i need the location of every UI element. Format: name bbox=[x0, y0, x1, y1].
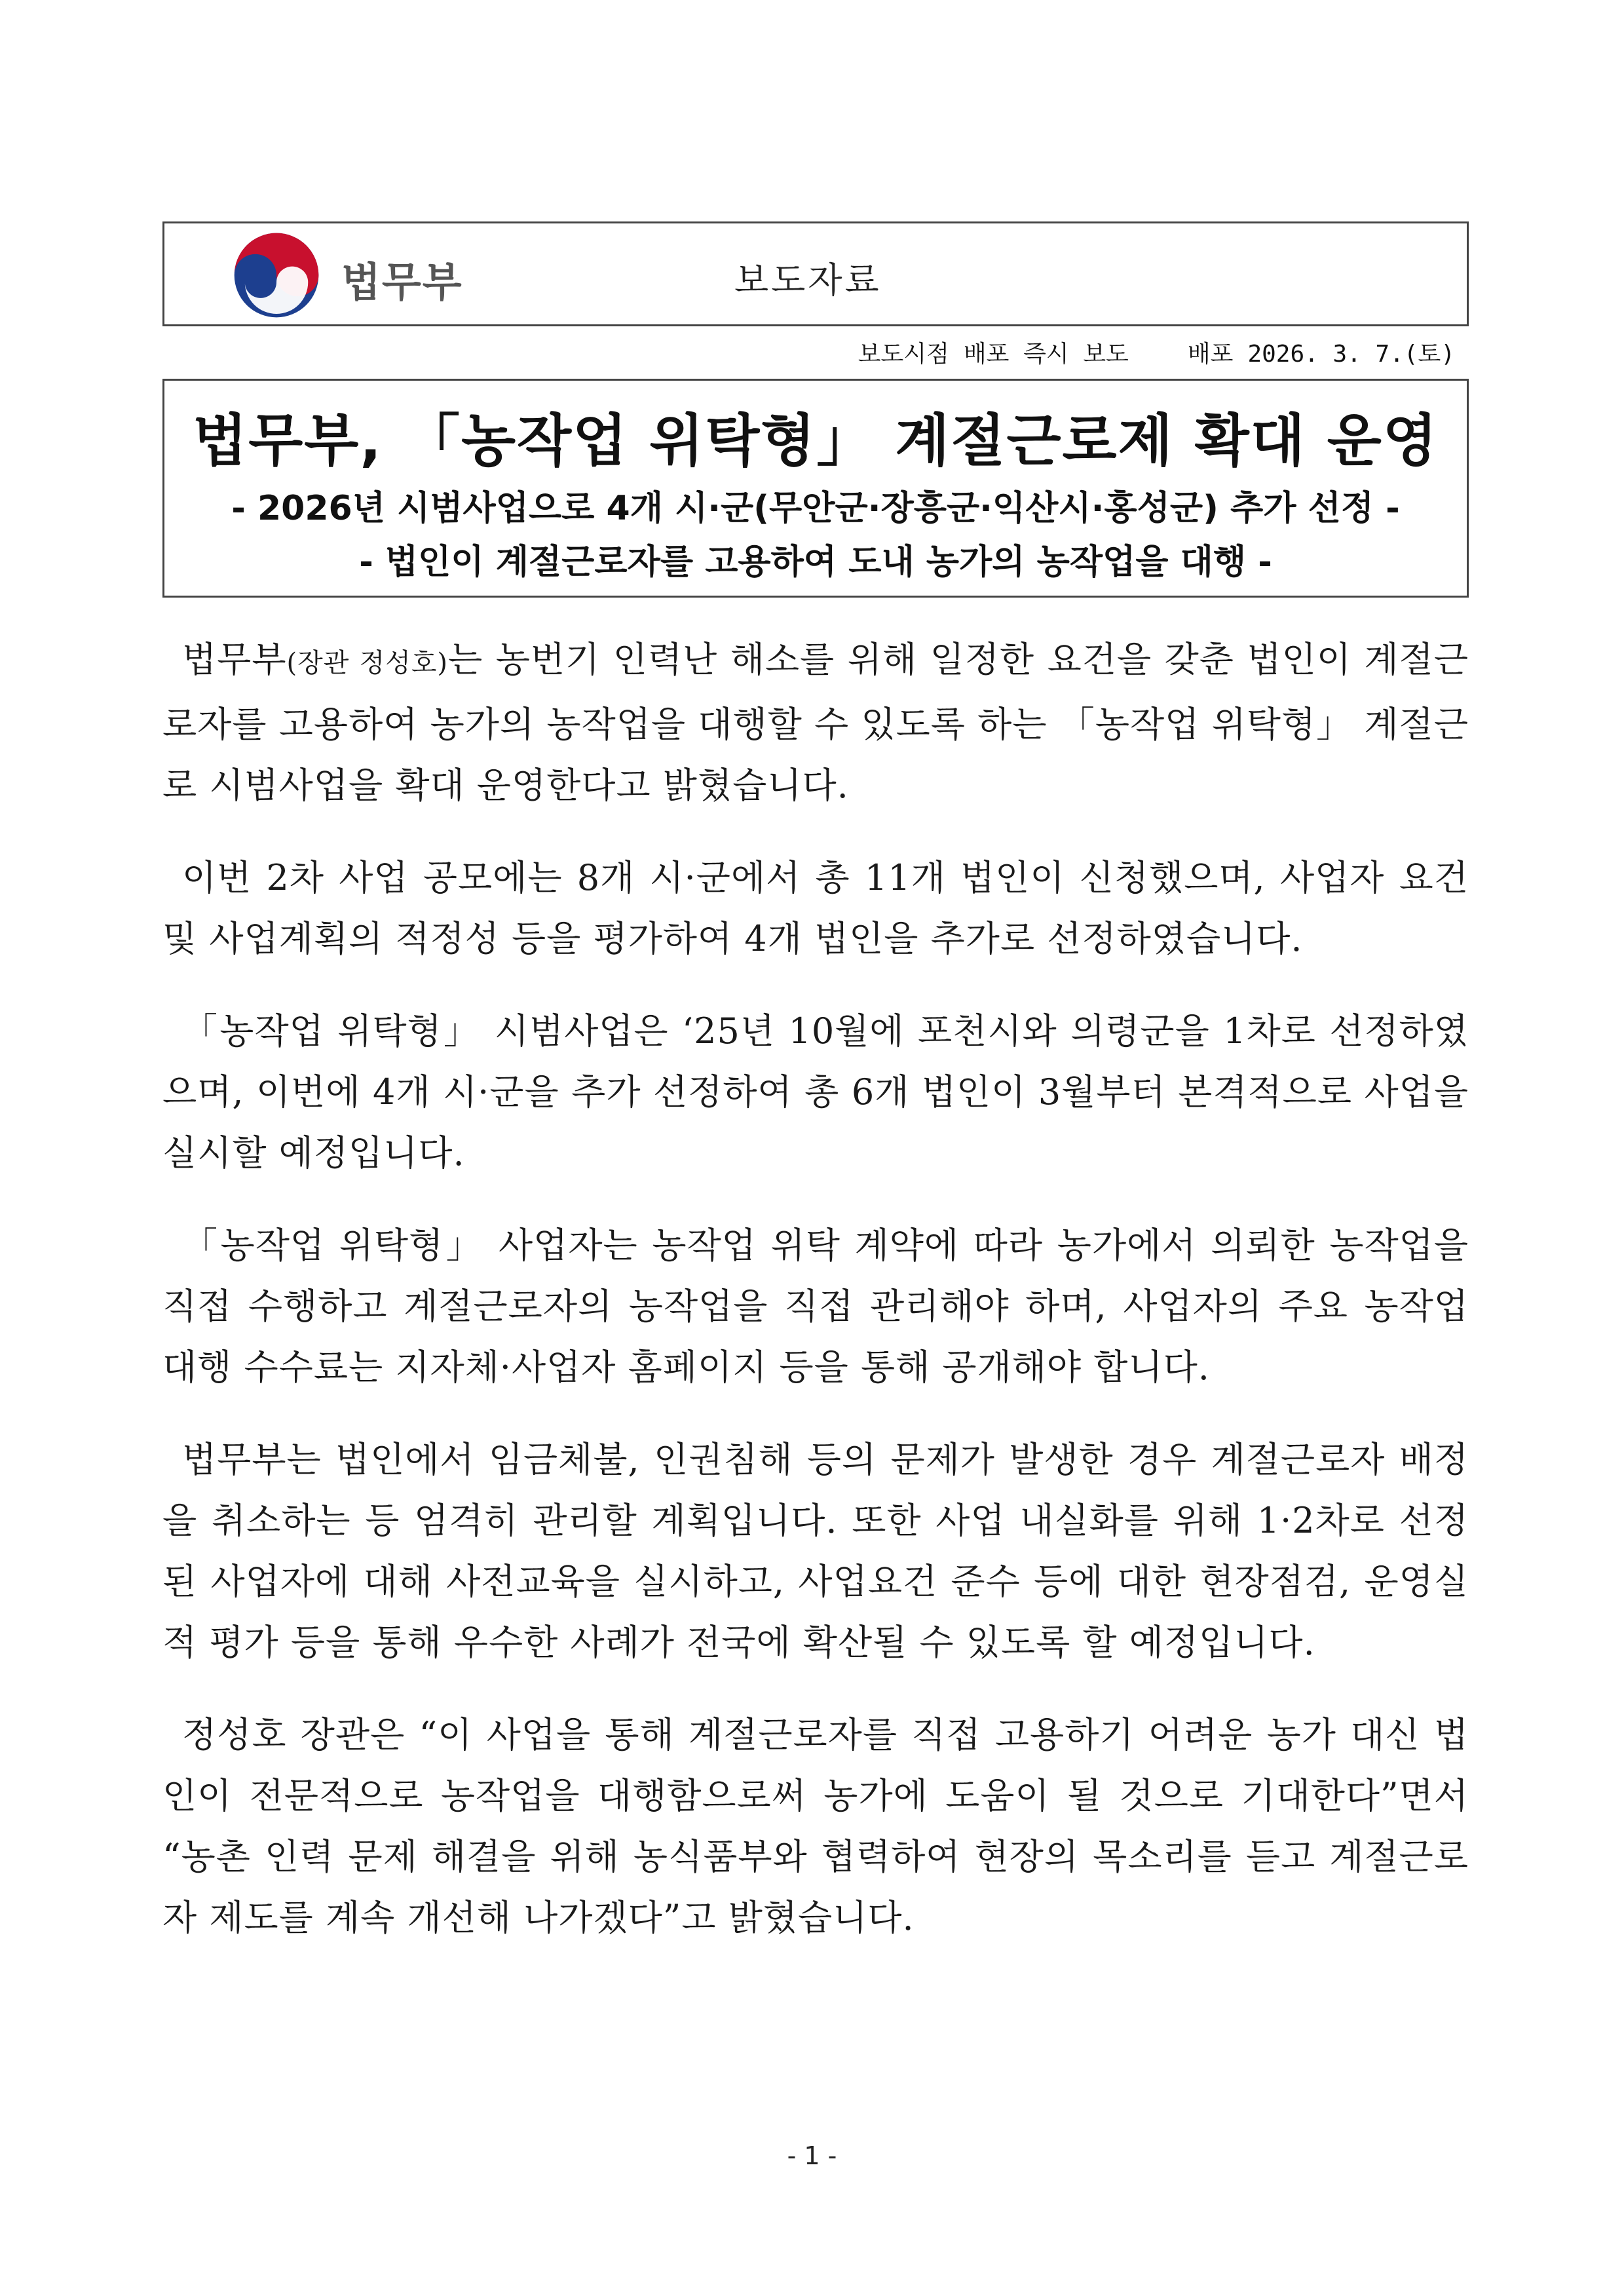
release-date-label: 배포 bbox=[1187, 341, 1234, 368]
paragraph-1-note: (장관 정성호) bbox=[286, 648, 448, 678]
paragraph-2: 이번 2차 사업 공모에는 8개 시·군에서 총 11개 법인이 신청했으며, 사업자 요건 및 사업계획의 적정성 등을 평가하여 4개 법인을 추가로 선정하였습니다. bbox=[162, 857, 1469, 959]
paragraph-3: 「농작업 위탁형」 시범사업은 ‘25년 10월에 포천시와 의령군을 1차로 선정하였으며, 이번에 4개 시·군을 추가 선정하여 총 6개 법인이 3월부터 본격적으로 사업을 실시할 예정입니다. bbox=[162, 1010, 1469, 1174]
subtitle-1: - 2026년 시범사업으로 4개 시·군(무안군·장흥군·익산시·홍성군) 추가 선정 - bbox=[231, 489, 1400, 528]
document-type-label: 보도자료 bbox=[734, 259, 882, 301]
header-box bbox=[162, 221, 1469, 326]
page-title: 법무부, 「농작업 위탁형」 계절근로제 확대 운영 bbox=[193, 408, 1439, 474]
paragraph-1-rest: 는 농번기 인력난 해소를 위해 일정한 요건을 갖춘 법인이 계절근로자를 고용하여 농가의 농작업을 대행할 수 있도록 하는 「농작업 위탁형」 계절근로 시범사업을 확대 운영한다고 밝혔습니다. bbox=[162, 639, 1469, 806]
release-info bbox=[844, 335, 1455, 369]
page-number: - 1 - bbox=[787, 2141, 837, 2170]
subtitle-2: - 법인이 계절근로자를 고용하여 도내 농가의 농작업을 대행 - bbox=[359, 543, 1272, 582]
paragraph-6: 정성호 장관은 “이 사업을 통해 계절근로자를 직접 고용하기 어려운 농가 대신 법인이 전문적으로 농작업을 대행함으로써 농가에 도움이 될 것으로 기대한다”면서 “농촌 인력 문제 해결을 위해 농식품부와 협력하여 현장의 목소리를 듣고 계절근로자 제도를 계속 개선해 나가겠다”고 밝혔습니다. bbox=[162, 1714, 1469, 1938]
paragraph-4: 「농작업 위탁형」 사업자는 농작업 위탁 계약에 따라 농가에서 의뢰한 농작업을 직접 수행하고 계절근로자의 농작업을 직접 관리해야 하며, 사업자의 주요 농작업 대행 수수료는 지자체·사업자 홈페이지 등을 통해 공개해야 합니다. bbox=[162, 1225, 1469, 1388]
release-time-label: 보도시점 bbox=[858, 341, 949, 368]
paragraph-1 bbox=[162, 629, 1469, 816]
release-date-value: 2026. 3. 7.(토) bbox=[1247, 341, 1455, 368]
paragraph-5: 법무부는 법인에서 임금체불, 인권침해 등의 문제가 발생한 경우 계절근로자 배정을 취소하는 등 엄격히 관리할 계획입니다. 또한 사업 내실화를 위해 1·2차로 선정된 사업자에 대해 사전교육을 실시하고, 사업요건 준수 등에 대한 현장점검, 운영실적 평가 등을 통해 우수한 사례가 전국에 확산될 수 있도록 할 예정입니다. bbox=[162, 1439, 1469, 1663]
paragraph-1-subject: 법무부 bbox=[182, 639, 287, 680]
release-time-value: 배포 즉시 보도 bbox=[963, 341, 1129, 368]
body-text bbox=[162, 629, 1469, 1980]
ministry-logo-text: 법무부 bbox=[341, 258, 463, 306]
government-emblem-icon bbox=[233, 231, 320, 319]
title-box bbox=[162, 379, 1469, 598]
